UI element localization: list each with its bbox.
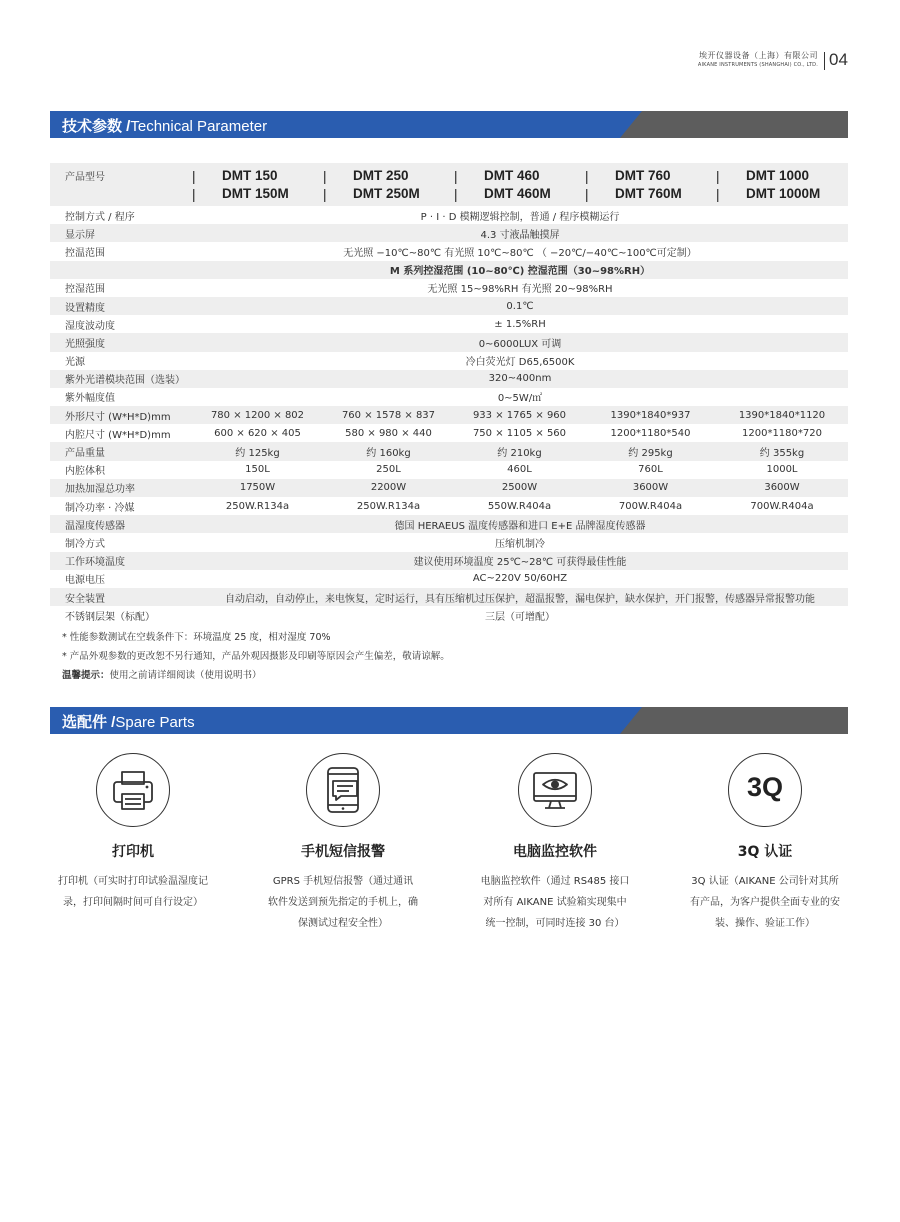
table-row <box>50 206 848 224</box>
table-row <box>50 315 848 333</box>
row-label: 产品型号 <box>50 163 192 206</box>
model-cell: | | DMT 150 DMT 150M <box>192 167 289 202</box>
company-name-en: AIKANE INSTRUMENTS (SHANGHAI) CO., LTD. <box>697 62 818 68</box>
accessory-title: 打印机 <box>112 844 154 860</box>
row-value: 250L <box>323 461 454 479</box>
phone-sms-icon <box>306 753 380 827</box>
table-row <box>50 497 848 515</box>
table-row <box>50 370 848 388</box>
row-value: 700W.R404a <box>716 497 848 515</box>
row-label: 内腔体积 <box>50 461 192 479</box>
row-value: 1390*1840*937 <box>585 406 716 424</box>
row-value: 1200*1180*540 <box>585 424 716 442</box>
model-cell: | | DMT 1000 DMT 1000M <box>716 167 821 202</box>
row-label: 设置精度 <box>50 297 192 315</box>
row-value: 约 210kg <box>454 442 585 460</box>
row-value: 3600W <box>585 479 716 497</box>
row-value: M 系列控湿范围 (10~80℃) 控湿范围（30~98%RH） <box>192 261 848 279</box>
row-value: AC~220V 50/60HZ <box>192 570 848 588</box>
row-label: 工作环境温度 <box>50 552 192 570</box>
row-value: 0~6000LUX 可调 <box>192 333 848 351</box>
company-name-cn: 埃开仪器设备（上海）有限公司 <box>699 51 818 60</box>
row-label <box>50 261 192 279</box>
table-row <box>50 261 848 279</box>
row-value: 约 125kg <box>192 442 323 460</box>
section-title-technical: 技术参数 /Technical Parameter <box>62 118 268 135</box>
row-label: 安全装置 <box>50 588 192 606</box>
section-bar-spare <box>50 707 848 734</box>
row-value: 600 × 620 × 405 <box>192 424 323 442</box>
row-value: 550W.R404a <box>454 497 585 515</box>
row-label: 控制方式 / 程序 <box>50 206 192 224</box>
row-value: 冷白荧光灯 D65,6500K <box>192 352 848 370</box>
row-value: 3600W <box>716 479 848 497</box>
row-label: 控温范围 <box>50 242 192 260</box>
3q-badge-text: 3Q <box>746 772 784 802</box>
row-value: 460L <box>454 461 585 479</box>
row-value: 三层（可增配） <box>192 606 848 624</box>
row-value: 2500W <box>454 479 585 497</box>
note-2: * 产品外观参数的更改恕不另行通知，产品外观因摄影及印刷等原因会产生偏差，敬请谅解。 <box>62 651 450 662</box>
table-row <box>50 479 848 497</box>
table-row <box>50 388 848 406</box>
note-1: * 性能参数测试在空载条件下：环境温度 25 度，相对湿度 70% <box>62 632 331 643</box>
accessory-3q-certification <box>665 753 865 934</box>
accessory-desc: GPRS 手机短信报警（通过通讯 软件发送到预先指定的手机上，确 保测试过程安全性） <box>268 876 418 929</box>
accessory-title: 手机短信报警 <box>301 844 385 860</box>
model-cell: | | DMT 250 DMT 250M <box>323 167 420 202</box>
row-label: 温湿度传感器 <box>50 515 192 533</box>
row-value: 压缩机制冷 <box>192 533 848 551</box>
page-number: 04 <box>829 50 848 69</box>
table-row <box>50 333 848 351</box>
accessory-title: 3Q 认证 <box>737 844 793 860</box>
row-label: 紫外幅度值 <box>50 388 192 406</box>
row-label: 紫外光谱模块范围（选装） <box>50 370 192 388</box>
row-value: 760L <box>585 461 716 479</box>
header-divider <box>824 52 825 70</box>
row-label: 制冷方式 <box>50 533 192 551</box>
row-value: 0~5W/㎡ <box>192 388 848 406</box>
table-row <box>50 515 848 533</box>
row-value: 150L <box>192 461 323 479</box>
section-title-spare: 选配件 /Spare Parts <box>62 714 195 731</box>
row-value: 自动启动，自动停止，来电恢复，定时运行，具有压缩机过压保护，超温报警，漏电保护，缺水保护，开门报警，传感器异常报警功能 <box>192 588 848 606</box>
row-label: 制冷功率 · 冷媒 <box>50 497 192 515</box>
model-cell: | | DMT 460 DMT 460M <box>454 167 551 202</box>
row-value: 1000L <box>716 461 848 479</box>
printer-icon <box>96 753 170 827</box>
accessory-title: 电脑监控软件 <box>513 844 597 860</box>
warm-tip: 温馨提示：使用之前请详细阅读（使用说明书） <box>62 670 262 681</box>
row-value: 建议使用环境温度 25℃~28℃ 可获得最佳性能 <box>192 552 848 570</box>
row-value: 750 × 1105 × 560 <box>454 424 585 442</box>
row-value: P · I · D 模糊逻辑控制，普通 / 程序模糊运行 <box>192 206 848 224</box>
table-row <box>50 533 848 551</box>
row-value: 无光照 −10℃~80℃ 有光照 10℃~80℃ （ −20℃/−40℃~100℃可定制） <box>192 242 848 260</box>
row-label: 电源电压 <box>50 570 192 588</box>
row-label: 加热加湿总功率 <box>50 479 192 497</box>
table-row <box>50 242 848 260</box>
spec-table <box>50 163 848 624</box>
row-value: 933 × 1765 × 960 <box>454 406 585 424</box>
row-value: 760 × 1578 × 837 <box>323 406 454 424</box>
row-value: 4.3 寸液晶触摸屏 <box>192 224 848 242</box>
monitor-eye-icon <box>518 753 592 827</box>
table-row <box>50 552 848 570</box>
accessory-desc: 打印机（可实时打印试验温湿度记 录，打印间隔时间可自行设定） <box>58 876 208 908</box>
table-row <box>50 442 848 460</box>
row-value: ± 1.5%RH <box>192 315 848 333</box>
row-label: 外形尺寸 (W*H*D)mm <box>50 406 192 424</box>
table-row <box>50 297 848 315</box>
row-value: 约 295kg <box>585 442 716 460</box>
accessory-desc: 3Q 认证（AIKANE 公司针对其所 有产品，为客户提供全面专业的安 装、操作、验证工作） <box>690 876 840 929</box>
notes <box>62 628 450 685</box>
row-value: 2200W <box>323 479 454 497</box>
table-row <box>50 279 848 297</box>
row-value: 700W.R404a <box>585 497 716 515</box>
accessory-monitor-software <box>455 753 655 934</box>
table-row <box>50 424 848 442</box>
row-value: 约 355kg <box>716 442 848 460</box>
model-cell: | | DMT 760 DMT 760M <box>585 167 682 202</box>
table-row <box>50 352 848 370</box>
accessory-desc: 电脑监控软件（通过 RS485 接口 对所有 AIKANE 试验箱实现集中 统一控制，可同时连接 30 台） <box>480 876 630 929</box>
row-label: 湿度波动度 <box>50 315 192 333</box>
row-label: 控湿范围 <box>50 279 192 297</box>
row-label: 显示屏 <box>50 224 192 242</box>
row-value: 0.1℃ <box>192 297 848 315</box>
section-bar-technical <box>50 111 848 138</box>
table-row <box>50 224 848 242</box>
table-row-model <box>50 163 848 206</box>
row-value: 德国 HERAEUS 温度传感器和进口 E+E 品牌湿度传感器 <box>192 515 848 533</box>
table-row <box>50 570 848 588</box>
row-value: 250W.R134a <box>192 497 323 515</box>
row-value: 250W.R134a <box>323 497 454 515</box>
row-label: 不锈钢层架（标配） <box>50 606 192 624</box>
table-row <box>50 406 848 424</box>
row-label: 光照强度 <box>50 333 192 351</box>
row-value: 1390*1840*1120 <box>716 406 848 424</box>
row-value: 580 × 980 × 440 <box>323 424 454 442</box>
row-label: 内腔尺寸 (W*H*D)mm <box>50 424 192 442</box>
row-value: 约 160kg <box>323 442 454 460</box>
row-value: 320~400nm <box>192 370 848 388</box>
row-value: 无光照 15~98%RH 有光照 20~98%RH <box>192 279 848 297</box>
table-row <box>50 588 848 606</box>
row-label: 产品重量 <box>50 442 192 460</box>
row-value: 780 × 1200 × 802 <box>192 406 323 424</box>
3q-badge-icon <box>728 753 802 827</box>
table-row <box>50 606 848 624</box>
company-header <box>698 52 818 68</box>
row-label: 光源 <box>50 352 192 370</box>
row-value: 1200*1180*720 <box>716 424 848 442</box>
accessory-sms-alarm <box>243 753 443 934</box>
row-value: 1750W <box>192 479 323 497</box>
accessory-printer <box>33 753 233 913</box>
table-row <box>50 461 848 479</box>
